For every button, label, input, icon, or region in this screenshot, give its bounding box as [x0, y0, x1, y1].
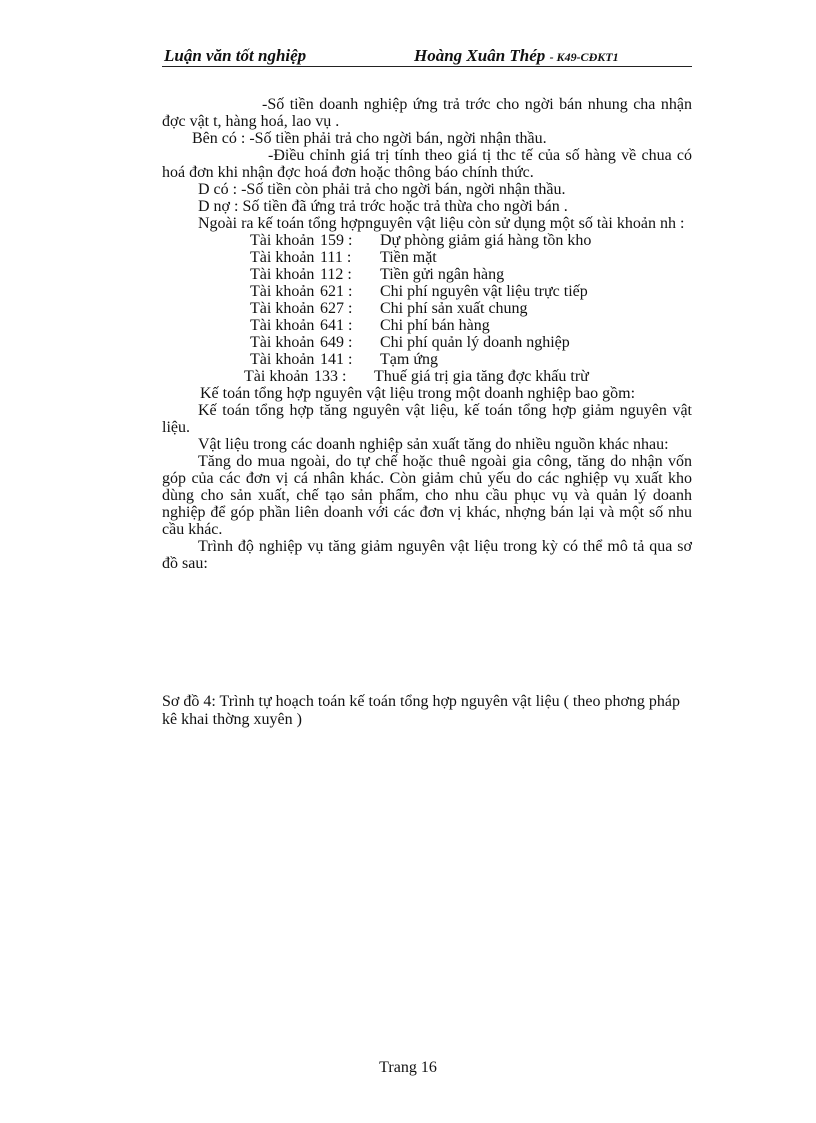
page-header	[162, 46, 692, 70]
account-number: 641 :	[320, 317, 353, 334]
account-number: 649 :	[320, 334, 353, 351]
account-item	[250, 249, 692, 266]
account-item	[250, 266, 692, 283]
header-author	[414, 46, 619, 66]
header-class-code: - K49-CĐKT1	[549, 50, 619, 64]
account-description: Tạm ứng	[380, 351, 438, 368]
account-description: Chi phí quản lý doanh nghiệp	[380, 334, 570, 351]
page-footer	[0, 1059, 816, 1077]
account-item	[250, 300, 692, 317]
page-number: Trang 16	[379, 1059, 437, 1076]
caption-text: Sơ đồ 4: Trình tự hoạch toán kế toán tổng hợp nguyên vật liệu ( theo phơng pháp kê khai thờng xuyên )	[162, 693, 680, 728]
account-label: Tài khoản	[250, 232, 315, 249]
account-number: 141 :	[320, 351, 353, 368]
account-label: Tài khoản	[250, 300, 315, 317]
paragraph: -Điều chỉnh giá trị tính theo giá tị thc tế của số hàng về chua có hoá đơn khi nhận đợc hoá đơn hoặc thông báo chính thức.	[162, 147, 692, 181]
body-text	[162, 96, 692, 572]
paragraph: D có : -Số tiền còn phải trả cho ngời bán, ngời nhận thầu.	[198, 181, 566, 198]
paragraph: Kế toán tổng hợp nguyên vật liệu trong một doanh nghiệp bao gồm:	[200, 385, 636, 402]
account-description: Chi phí bán hàng	[380, 317, 490, 334]
paragraph: Tăng do mua ngoài, do tự chế hoặc thuê ngoài gia công, tăng do nhận vốn góp của các đơn vị cá nhân khác. Còn giảm chủ yếu do các nghiệp vụ xuất kho dùng cho sản xuất, chế tạo sản phẩm, cho nhu cầu phục vụ và quản lý doanh nghiệp để góp phần liên doanh với các đơn vị khác, nhợng bán lại và một số nhu cầu khác.	[162, 453, 692, 538]
account-list	[244, 232, 692, 385]
account-description: Thuế giá trị gia tăng đợc khấu trừ	[374, 368, 589, 385]
paragraph: D nợ : Số tiền đã ứng trả trớc hoặc trả thừa cho ngời bán .	[198, 198, 568, 215]
account-item	[250, 317, 692, 334]
header-rule	[162, 66, 692, 67]
paragraph: Bên có : -Số tiền phải trả cho ngời bán, ngời nhận thầu.	[192, 130, 547, 147]
account-number: 621 :	[320, 283, 353, 300]
account-item	[250, 334, 692, 351]
account-label: Tài khoản	[250, 334, 315, 351]
account-number: 159 :	[320, 232, 353, 249]
paragraph: Trình độ nghiệp vụ tăng giảm nguyên vật liệu trong kỳ có thể mô tả qua sơ đồ sau:	[162, 538, 692, 572]
account-item	[250, 351, 692, 368]
account-description: Tiền gửi ngân hàng	[380, 266, 505, 283]
account-description: Tiền mặt	[380, 249, 437, 266]
account-label: Tài khoản	[250, 317, 315, 334]
diagram-caption	[162, 693, 692, 729]
account-label: Tài khoản	[250, 249, 315, 266]
account-number: 627 :	[320, 300, 353, 317]
header-thesis-title: Luận văn tốt nghiệp	[164, 46, 307, 65]
account-label: Tài khoản	[250, 283, 315, 300]
paragraph: Kế toán tổng hợp tăng nguyên vật liệu, kế toán tổng hợp giảm nguyên vật liệu.	[162, 402, 692, 436]
account-description: Chi phí sản xuất chung	[380, 300, 528, 317]
account-label: Tài khoản	[250, 266, 315, 283]
account-description: Dự phòng giảm giá hàng tồn kho	[380, 232, 592, 249]
header-author-name: Hoàng Xuân Thép	[414, 46, 546, 65]
paragraph: Ngoài ra kế toán tổng hợpnguyên vật liệu còn sử dụng một số tài khoản nh :	[198, 215, 685, 232]
account-number: 133 :	[314, 368, 347, 385]
account-item	[244, 368, 692, 385]
account-item	[250, 232, 692, 249]
account-number: 111 :	[320, 249, 352, 266]
account-description: Chi phí nguyên vật liệu trực tiếp	[380, 283, 588, 300]
paragraph: -Số tiền doanh nghiệp ứng trả trớc cho ngời bán nhung cha nhận đợc vật t, hàng hoá, lao vụ .	[162, 96, 692, 130]
account-item	[250, 283, 692, 300]
account-label: Tài khoản	[250, 351, 315, 368]
paragraph: Vật liệu trong các doanh nghiệp sản xuất tăng do nhiều nguồn khác nhau:	[198, 436, 669, 453]
account-label: Tài khoản	[244, 368, 309, 385]
account-number: 112 :	[320, 266, 352, 283]
